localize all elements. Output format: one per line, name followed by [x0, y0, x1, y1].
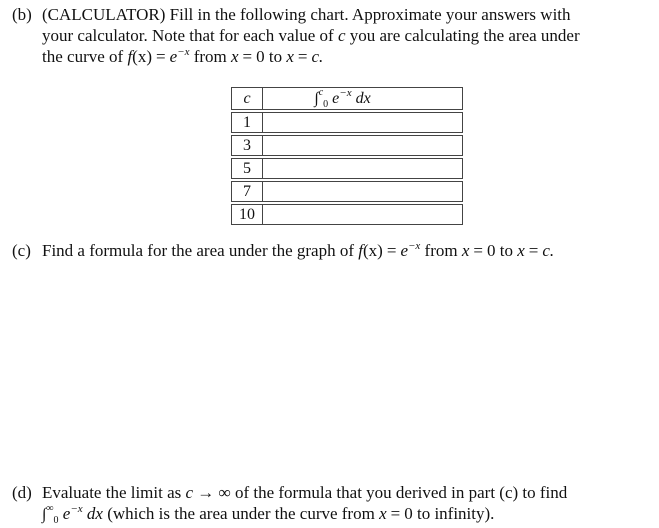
variable-x: x	[379, 504, 387, 523]
equals-sign: =	[297, 47, 308, 66]
chart-row	[231, 204, 463, 225]
integral-lower-limit: 0	[53, 515, 59, 526]
chart-row	[231, 158, 463, 179]
part-c	[12, 240, 657, 264]
part-c-label: (c)	[12, 241, 31, 260]
header-c-label: c	[243, 89, 251, 107]
limit-expression: c → ∞	[185, 483, 231, 502]
exp-base: e	[169, 47, 178, 66]
chart-header-integral	[263, 87, 463, 110]
part-d-text: to infinity).	[416, 504, 495, 523]
chart-cell-c: 1	[231, 112, 263, 133]
chart-cell-value[interactable]	[263, 112, 463, 133]
part-b	[12, 4, 657, 70]
chart-row	[231, 112, 463, 133]
exp-exponent: −x	[70, 503, 83, 515]
integral-sign: ∫	[314, 89, 319, 107]
integral-lower-limit: 0	[323, 98, 329, 110]
exp-base: e	[400, 241, 408, 260]
variable-x: x	[517, 241, 525, 260]
part-b-text: your calculator. Note that for each value of	[42, 26, 334, 45]
part-b-text: you are calculating the area under	[349, 26, 580, 45]
variable-x: x	[231, 47, 239, 66]
chart-cell-value[interactable]	[263, 181, 463, 202]
part-b-label: (b)	[12, 5, 32, 24]
part-b-text: from	[193, 47, 227, 66]
exp-exponent: −x	[407, 240, 421, 252]
range-start: 0	[256, 47, 265, 66]
chart-cell-value[interactable]	[263, 135, 463, 156]
differential: dx	[86, 504, 103, 523]
part-d-text: (which is the area under the curve from	[107, 504, 375, 523]
function-argument: (x)	[132, 47, 152, 66]
chart-cell-value[interactable]	[263, 158, 463, 179]
function-expression	[358, 241, 420, 260]
differential: dx	[355, 89, 371, 107]
part-d-line-1	[12, 482, 657, 503]
part-b-text: to	[268, 47, 283, 66]
part-d-label: (d)	[12, 483, 32, 502]
part-d-text: of the formula that you derived in part (c) to find	[234, 483, 568, 502]
part-c-line-1	[12, 240, 657, 264]
chart-row	[231, 181, 463, 202]
chart-cell-c: 10	[231, 204, 263, 225]
range-start: 0	[404, 504, 413, 523]
part-d-line-2	[12, 503, 657, 527]
range-end: c.	[311, 47, 324, 66]
exp-exponent: −x	[339, 86, 352, 99]
part-c-text: from	[424, 241, 458, 260]
part-c-text: to	[499, 241, 513, 260]
integral-upper-limit: ∞	[46, 503, 54, 514]
part-b-line-2	[12, 25, 657, 46]
integral-sign: ∫	[42, 506, 47, 523]
function-argument: (x)	[363, 241, 383, 260]
part-b-line-1	[12, 4, 657, 25]
part-c-text: Find a formula for the area under the graph of	[42, 241, 355, 260]
equals-sign: =	[386, 241, 397, 260]
chart-header-c	[231, 87, 263, 110]
chart-cell-c: 5	[231, 158, 263, 179]
variable-x: x	[286, 47, 294, 66]
variable-c: c	[337, 26, 346, 45]
range-end: c.	[542, 241, 555, 260]
integral-upper-limit: c	[318, 86, 324, 98]
variable-x: x	[461, 241, 470, 260]
exp-base: e	[62, 504, 71, 523]
part-b-line-3	[12, 46, 657, 70]
part-b-instruction: (CALCULATOR) Fill in the following chart. Approximate your answers with	[42, 5, 571, 24]
chart-cell-c: 7	[231, 181, 263, 202]
part-d-text: Evaluate the limit as	[42, 483, 182, 502]
function-name: f	[127, 47, 133, 66]
range-start: 0	[486, 241, 496, 260]
integral-expression	[314, 86, 371, 110]
exp-exponent: −x	[177, 46, 190, 58]
equals-sign: =	[390, 504, 401, 523]
area-chart-table	[231, 85, 463, 227]
exp-base: e	[332, 89, 340, 107]
equals-sign: =	[473, 241, 483, 260]
chart-cell-value[interactable]	[263, 204, 463, 225]
chart-header-row	[231, 87, 463, 110]
equals-sign: =	[242, 47, 253, 66]
part-b-text: the curve of	[42, 47, 124, 66]
equals-sign: =	[156, 47, 166, 66]
function-expression	[127, 47, 189, 66]
part-d	[12, 482, 657, 527]
equals-sign: =	[528, 241, 539, 260]
chart-cell-c: 3	[231, 135, 263, 156]
chart-row	[231, 135, 463, 156]
improper-integral	[42, 503, 103, 526]
function-name: f	[358, 241, 364, 260]
